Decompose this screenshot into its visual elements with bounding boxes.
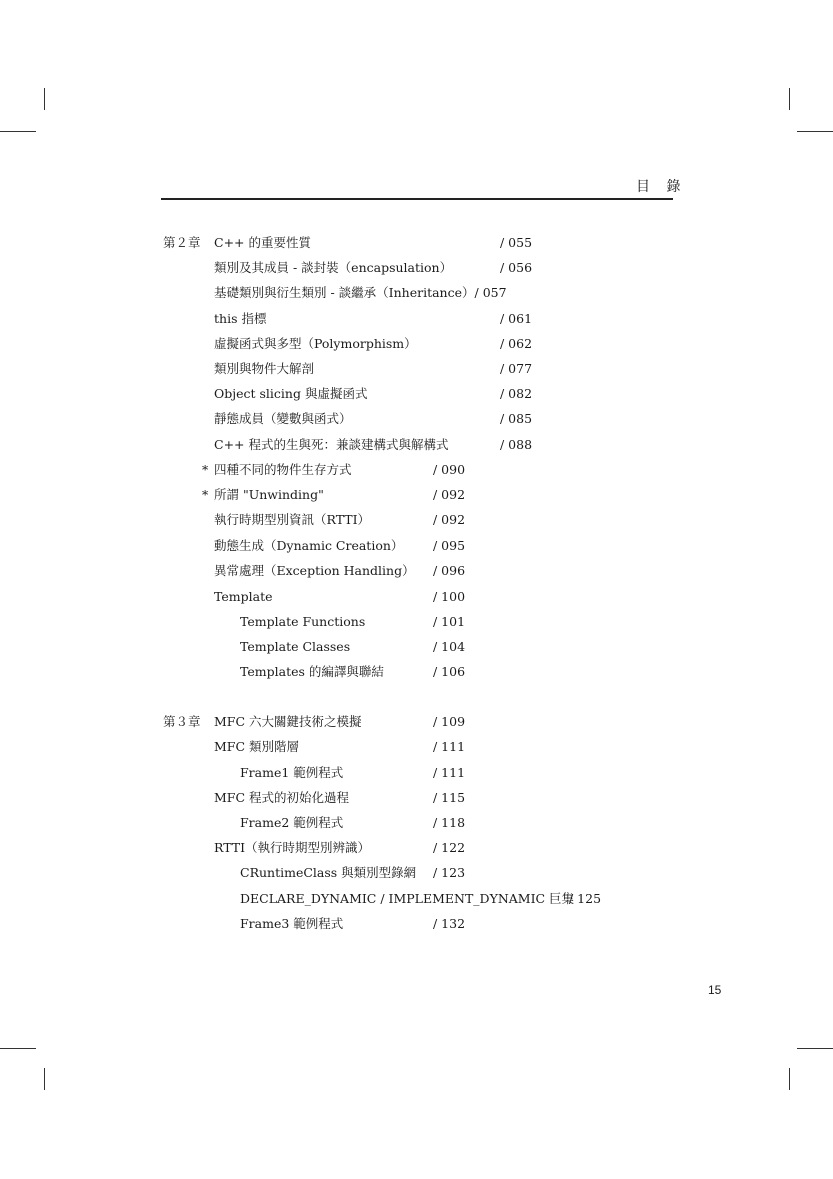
chapter-number: 第２章 <box>163 235 201 250</box>
toc-entry-label: 類別及其成員 - 談封裝（encapsulation） <box>214 260 453 275</box>
toc-entry-label: this 指標 <box>214 311 267 326</box>
crop-mark <box>44 1068 45 1090</box>
crop-mark <box>0 1048 36 1049</box>
toc-entry-label: Templates 的編譯與聯結 <box>240 664 384 679</box>
toc-entry-page: / 092 <box>433 487 466 502</box>
toc-entry-label: 執行時期型別資訊（RTTI） <box>214 512 371 527</box>
toc-entry-page: / 100 <box>433 589 466 604</box>
toc-entry-label: 異常處理（Exception Handling） <box>214 563 415 578</box>
toc-entry-page: / 132 <box>433 916 466 931</box>
toc-entry-page: / 088 <box>500 437 533 452</box>
toc-entry-page: / 104 <box>433 639 466 654</box>
toc-entry-page: / 109 <box>433 714 466 729</box>
toc-entry-label: 基礎類別與衍生類別 - 談繼承（Inheritance）/ 057 <box>214 285 507 300</box>
toc-entry-page: / 106 <box>433 664 466 679</box>
toc-entry-label: C++ 的重要性質 <box>214 235 311 250</box>
crop-mark <box>789 88 790 110</box>
toc-entry-page: / 096 <box>433 563 466 578</box>
toc-entry-page: / 125 <box>569 891 602 906</box>
toc-entry-page: / 122 <box>433 840 466 855</box>
toc-entry-label: Object slicing 與虛擬函式 <box>214 386 368 401</box>
toc-entry-label: Frame1 範例程式 <box>240 765 344 780</box>
bullet-marker: * <box>202 462 209 477</box>
toc-entry-page: / 082 <box>500 386 533 401</box>
toc-entry-page: / 123 <box>433 865 466 880</box>
toc-entry-page: / 062 <box>500 336 533 351</box>
toc-entry-label: Template Functions <box>240 614 366 629</box>
chapter-number: 第３章 <box>163 714 201 729</box>
toc-entry-label: 所謂 "Unwinding" <box>214 487 324 502</box>
toc-entry-label: 動態生成（Dynamic Creation） <box>214 538 404 553</box>
toc-entry-page: / 115 <box>433 790 466 805</box>
toc-entry-page: / 085 <box>500 411 533 426</box>
toc-entry-page: / 092 <box>433 512 466 527</box>
toc-entry-label: MFC 類別階層 <box>214 739 300 754</box>
toc-entry-page: / 111 <box>433 765 466 780</box>
header-rule <box>161 198 673 200</box>
bullet-marker: * <box>202 487 209 502</box>
running-header: 目 錄 <box>636 179 687 195</box>
crop-mark <box>797 131 833 132</box>
crop-mark <box>789 1068 790 1090</box>
toc-entry-label: MFC 六大關鍵技術之模擬 <box>214 714 362 729</box>
toc-entry-label: 靜態成員（變數與函式） <box>214 411 352 426</box>
toc-entry-label: C++ 程式的生與死：兼談建構式與解構式 <box>214 437 449 452</box>
toc-entry-page: / 061 <box>500 311 533 326</box>
toc-entry-label: DECLARE_DYNAMIC / IMPLEMENT_DYNAMIC 巨集 <box>240 891 575 906</box>
toc-entry-label: RTTI（執行時期型別辨識） <box>214 840 371 855</box>
toc-entry-page: / 055 <box>500 235 533 250</box>
toc-entry-label: 類別與物件大解剖 <box>214 361 315 376</box>
crop-mark <box>797 1048 833 1049</box>
toc-entry-label: Frame2 範例程式 <box>240 815 344 830</box>
crop-mark <box>0 131 36 132</box>
toc-entry-page: / 077 <box>500 361 533 376</box>
toc-entry-label: 四種不同的物件生存方式 <box>214 462 352 477</box>
toc-entry-label: Template Classes <box>240 639 351 654</box>
toc-entry-label: 虛擬函式與多型（Polymorphism） <box>214 336 417 351</box>
toc-entry-label: Template <box>214 589 273 604</box>
toc-entry-label: MFC 程式的初始化過程 <box>214 790 350 805</box>
toc-entry-page: / 056 <box>500 260 533 275</box>
toc-entry-page: / 118 <box>433 815 466 830</box>
toc-entry-page: / 101 <box>433 614 466 629</box>
toc-entry-page: / 095 <box>433 538 466 553</box>
toc-entry-page: / 090 <box>433 462 466 477</box>
page-number: 15 <box>708 983 722 997</box>
toc-entry-label: CRuntimeClass 與類別型錄網 <box>240 865 417 880</box>
crop-mark <box>44 88 45 110</box>
toc-entry-label: Frame3 範例程式 <box>240 916 344 931</box>
toc-entry-page: / 111 <box>433 739 466 754</box>
